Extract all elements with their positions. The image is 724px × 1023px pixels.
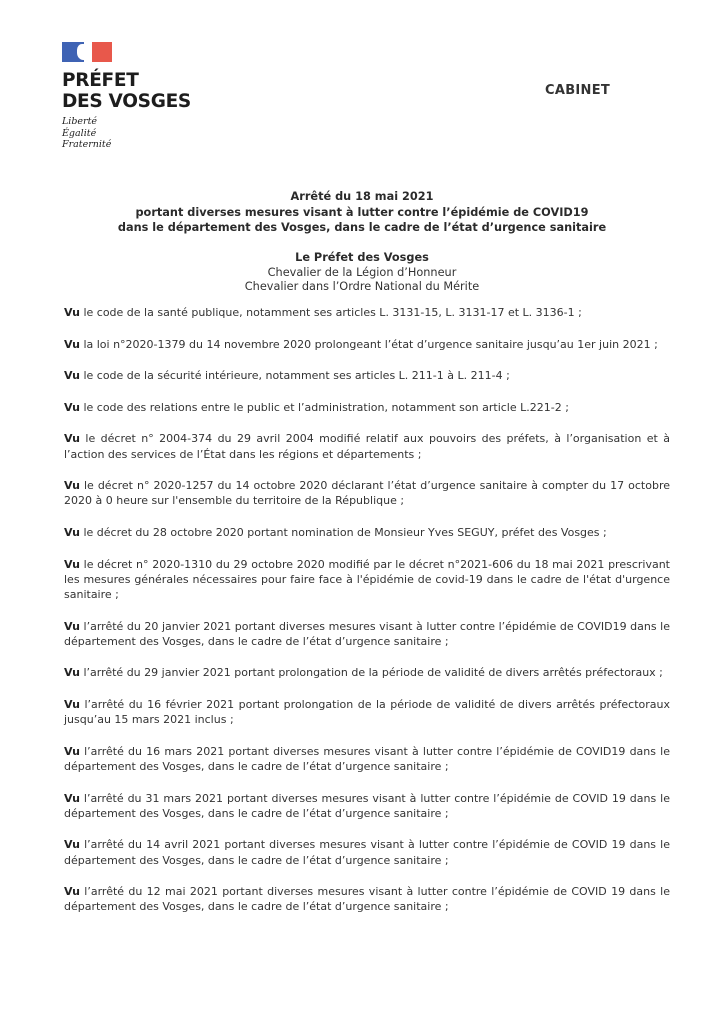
prefect-block: [0, 251, 724, 295]
motto-egalite: Égalité: [62, 127, 97, 139]
consideration-text: le décret n° 2020-1257 du 14 octobre 2020 déclarant l’état d’urgence sanitaire à compter du 17 octobre 2020 à 0 heure sur l'ensemble du territoire de la République ;: [64, 479, 670, 508]
consideration-item: [64, 665, 670, 680]
consideration-item: [64, 884, 670, 914]
considerations-list: [64, 305, 670, 931]
consideration-text: l’arrêté du 12 mai 2021 portant diverses mesures visant à lutter contre l’épidémie de COVID 19 dans le département des Vosges, dans le cadre de l’état d’urgence sanitaire ;: [64, 885, 670, 914]
vu-keyword: Vu: [64, 619, 80, 633]
decree-title: [0, 189, 724, 236]
decree-title-line1: Arrêté du 18 mai 2021: [290, 190, 434, 203]
consideration-text: le décret n° 2020-1310 du 29 octobre 2020 modifié par le décret n°2021-606 du 18 mai 2021 prescrivant les mesures générales nécessaires pour faire face à l'épidémie de covid-19 dans le cadre de l'état d'urgence sanitaire ;: [64, 557, 670, 601]
prefecture-name: [62, 70, 191, 112]
vu-keyword: Vu: [64, 744, 80, 758]
decree-title-line2: portant diverses mesures visant à lutter contre l’épidémie de COVID19: [135, 205, 589, 219]
service-label: CABINET: [545, 83, 611, 98]
decree-title-line3: dans le département des Vosges, dans le cadre de l’état d’urgence sanitaire: [117, 221, 607, 234]
prefect-distinction-1: Chevalier de la Légion d’Honneur: [267, 265, 457, 279]
consideration-item: [64, 431, 670, 461]
prefecture-logo: [62, 42, 191, 151]
vu-keyword: Vu: [64, 666, 80, 680]
consideration-item: [64, 400, 670, 415]
vu-keyword: Vu: [64, 306, 80, 319]
vu-keyword: Vu: [64, 525, 80, 539]
consideration-item: [64, 368, 670, 383]
consideration-text: l’arrêté du 20 janvier 2021 portant diverses mesures visant à lutter contre l’épidémie de COVID19 dans le département des Vosges, dans le cadre de l’état d’urgence sanitaire ;: [64, 619, 670, 648]
consideration-text: la loi n°2020-1379 du 14 novembre 2020 prolongeant l’état d’urgence sanitaire jusqu’au 1er juin 2021 ;: [79, 337, 658, 351]
consideration-item: [64, 697, 670, 727]
consideration-item: [64, 837, 670, 867]
consideration-text: l’arrêté du 14 avril 2021 portant diverses mesures visant à lutter contre l’épidémie de COVID 19 dans le département des Vosges, dans le cadre de l’état d’urgence sanitaire ;: [64, 838, 670, 867]
vu-keyword: Vu: [64, 697, 80, 711]
consideration-text: l’arrêté du 16 février 2021 portant prolongation de la période de validité de divers arrêtés préfectoraux jusqu’au 15 mars 2021 inclus ;: [64, 697, 670, 727]
consideration-item: [64, 791, 670, 821]
vu-keyword: Vu: [64, 885, 80, 899]
vu-keyword: Vu: [64, 479, 80, 493]
vu-keyword: Vu: [64, 557, 80, 571]
prefect-distinction-2: Chevalier dans l’Ordre National du Mérite: [244, 280, 480, 293]
consideration-item: [64, 619, 670, 649]
consideration-item: [64, 478, 670, 508]
prefecture-name-line1: PRÉFET: [62, 70, 139, 91]
marianne-profile: [77, 44, 91, 60]
vu-keyword: Vu: [64, 337, 80, 351]
vu-keyword: Vu: [64, 838, 80, 852]
consideration-text: l’arrêté du 29 janvier 2021 portant prolongation de la période de validité de divers arrêtés préfectoraux ;: [79, 666, 663, 680]
consideration-text: le code de la sécurité intérieure, notamment ses articles L. 211-1 à L. 211-4 ;: [79, 369, 510, 383]
flag-red-band: [92, 42, 112, 62]
prefecture-name-line2: DES VOSGES: [62, 91, 191, 112]
vu-keyword: Vu: [64, 432, 80, 446]
republic-motto: [62, 116, 191, 151]
vu-keyword: Vu: [64, 400, 80, 414]
vu-keyword: Vu: [64, 369, 80, 383]
consideration-text: le code de la santé publique, notamment ses articles L. 3131-15, L. 3131-17 et L. 3136-1 ;: [79, 306, 582, 319]
motto-fraternite: Fraternité: [62, 139, 112, 150]
consideration-item: [64, 744, 670, 774]
consideration-text: le décret du 28 octobre 2020 portant nomination de Monsieur Yves SEGUY, préfet des Vosges ;: [79, 525, 607, 539]
consideration-item: [64, 305, 670, 320]
motto-liberte: Liberté: [62, 116, 98, 127]
consideration-text: l’arrêté du 16 mars 2021 portant diverses mesures visant à lutter contre l’épidémie de COVID19 dans le département des Vosges, dans le cadre de l’état d’urgence sanitaire ;: [64, 744, 670, 773]
marianne-flag-icon: [62, 42, 112, 62]
consideration-text: le code des relations entre le public et l’administration, notamment son article L.221-2 ;: [79, 400, 569, 414]
consideration-text: l’arrêté du 31 mars 2021 portant diverses mesures visant à lutter contre l’épidémie de COVID 19 dans le département des Vosges, dans le cadre de l’état d’urgence sanitaire ;: [64, 791, 670, 820]
vu-keyword: Vu: [64, 791, 80, 805]
consideration-text: le décret n° 2004-374 du 29 avril 2004 modifié relatif aux pouvoirs des préfets, à l’organisation et à l’action des services de l’État dans les régions et départements ;: [64, 432, 670, 461]
consideration-item: [64, 525, 670, 540]
consideration-item: [64, 557, 670, 603]
prefect-name: Le Préfet des Vosges: [295, 251, 429, 264]
consideration-item: [64, 337, 670, 352]
